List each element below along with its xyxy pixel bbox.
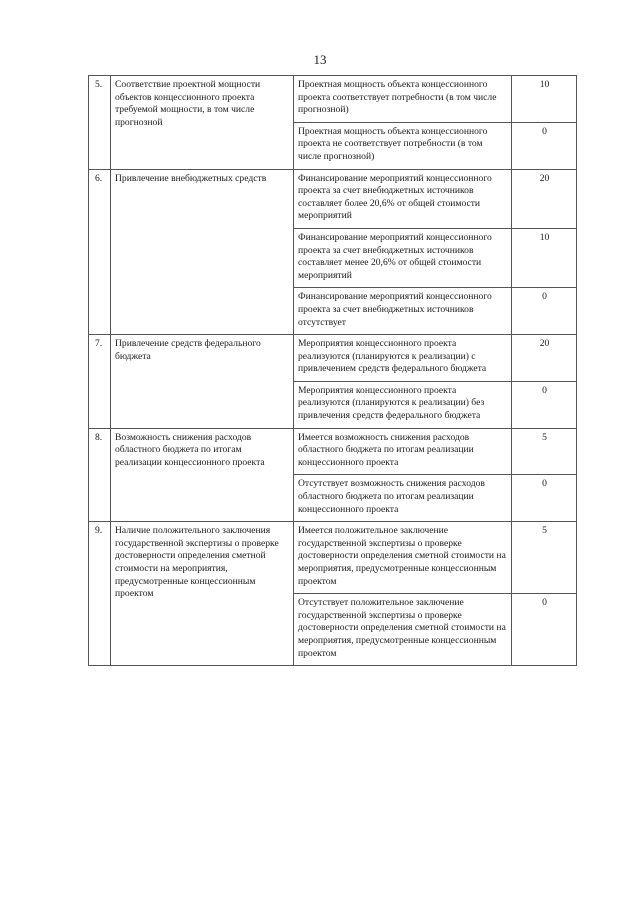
table-row xyxy=(89,169,577,228)
table-row xyxy=(89,428,577,475)
criterion-cell: Привлечение средств федерального бюджета xyxy=(111,335,294,429)
table-row xyxy=(89,522,577,594)
score-cell: 0 xyxy=(512,122,577,169)
condition-cell: Имеется возможность снижения расходов областного бюджета по итогам реализации концессионного проекта xyxy=(294,428,512,475)
score-cell: 0 xyxy=(512,594,577,666)
criterion-cell: Наличие положительного заключения государственной экспертизы о проверке достоверности определения сметной стоимости на мероприятия, предусмотренные концессионным проектом xyxy=(111,522,294,666)
row-number: 6. xyxy=(89,169,111,335)
row-number: 7. xyxy=(89,335,111,429)
score-cell: 20 xyxy=(512,335,577,382)
condition-cell: Финансирование мероприятий концессионного проекта за счет внебюджетных источников составляет более 20,6% от общей стоимости мероприятий xyxy=(294,169,512,228)
condition-cell: Проектная мощность объекта концессионного проекта соответствует потребности (в том числе прогнозной) xyxy=(294,76,512,123)
score-cell: 5 xyxy=(512,522,577,594)
condition-cell: Мероприятия концессионного проекта реализуются (планируются к реализации) без привлечения средств федерального бюджета xyxy=(294,381,512,428)
criterion-cell: Привлечение внебюджетных средств xyxy=(111,169,294,335)
condition-cell: Отсутствует возможность снижения расходов областного бюджета по итогам реализации концессионного проекта xyxy=(294,475,512,522)
condition-cell: Финансирование мероприятий концессионного проекта за счет внебюджетных источников составляет менее 20,6% от общей стоимости мероприятий xyxy=(294,228,512,287)
condition-cell: Отсутствует положительное заключение государственной экспертизы о проверке достоверности определения сметной стоимости на мероприятия, предусмотренные концессионным проектом xyxy=(294,594,512,666)
condition-cell: Мероприятия концессионного проекта реализуются (планируются к реализации) с привлечением средств федерального бюджета xyxy=(294,335,512,382)
table-row xyxy=(89,76,577,123)
criterion-cell: Возможность снижения расходов областного бюджета по итогам реализации концессионного проекта xyxy=(111,428,294,522)
condition-cell: Имеется положительное заключение государственной экспертизы о проверке достоверности определения сметной стоимости на мероприятия, предусмотренные концессионным проектом xyxy=(294,522,512,594)
criterion-cell: Соответствие проектной мощности объектов концессионного проекта требуемой мощности, в том числе прогнозной xyxy=(111,76,294,170)
page-number: 13 xyxy=(313,52,327,67)
score-cell: 0 xyxy=(512,381,577,428)
score-cell: 5 xyxy=(512,428,577,475)
criteria-table xyxy=(88,75,577,666)
score-cell: 10 xyxy=(512,76,577,123)
row-number: 9. xyxy=(89,522,111,666)
score-cell: 20 xyxy=(512,169,577,228)
score-cell: 0 xyxy=(512,288,577,335)
score-cell: 10 xyxy=(512,228,577,287)
condition-cell: Проектная мощность объекта концессионного проекта не соответствует потребности (в том числе прогнозной) xyxy=(294,122,512,169)
row-number: 5. xyxy=(89,76,111,170)
score-cell: 0 xyxy=(512,475,577,522)
row-number: 8. xyxy=(89,428,111,522)
condition-cell: Финансирование мероприятий концессионного проекта за счет внебюджетных источников отсутствует xyxy=(294,288,512,335)
table-row xyxy=(89,335,577,382)
